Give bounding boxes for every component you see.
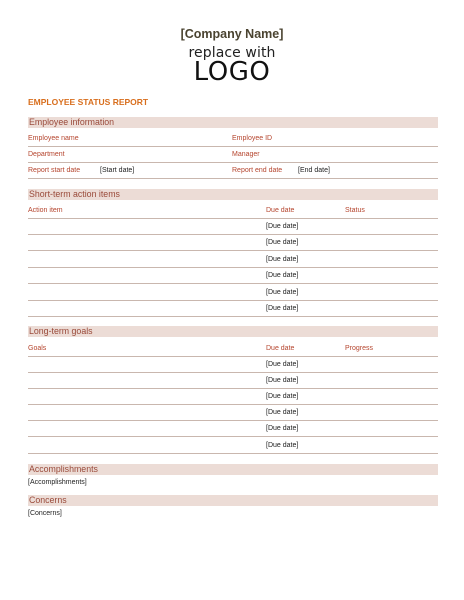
table-row [28, 252, 438, 268]
accomplishments-text[interactable]: [Accomplishments] [28, 479, 87, 486]
due-date-cell[interactable]: [Due date] [266, 377, 299, 384]
employee-name-label: Employee name [28, 135, 79, 142]
table-row [28, 268, 438, 284]
logo-placeholder-caption: replace with [188, 45, 276, 61]
short-term-header-row [28, 203, 438, 219]
due-date-cell[interactable]: [Due date] [266, 393, 299, 400]
goals-column-header: Goals [28, 345, 47, 352]
action-item-column-header: Action item [28, 207, 63, 214]
due-date-column-header: Due date [266, 345, 295, 352]
start-date-value[interactable]: [Start date] [100, 167, 135, 174]
table-row [28, 357, 438, 373]
due-date-cell[interactable]: [Due date] [266, 442, 299, 449]
concerns-heading: Concerns [28, 495, 438, 506]
employee-info-heading: Employee information [28, 117, 438, 128]
progress-column-header: Progress [345, 345, 374, 352]
table-row [28, 301, 438, 317]
due-date-cell[interactable]: [Due date] [266, 272, 299, 279]
due-date-cell[interactable]: [Due date] [266, 256, 299, 263]
table-row [28, 373, 438, 389]
due-date-cell[interactable]: [Due date] [266, 361, 299, 368]
table-row [28, 389, 438, 405]
manager-label: Manager [232, 151, 260, 158]
concerns-text[interactable]: [Concerns] [28, 510, 62, 517]
company-name: [Company Name] [180, 27, 284, 41]
report-dates-row [28, 163, 438, 179]
employee-name-row [28, 131, 438, 147]
start-date-label: Report start date [28, 167, 81, 174]
logo-placeholder: LOGO [193, 57, 271, 87]
department-label: Department [28, 151, 65, 158]
end-date-label: Report end date [232, 167, 283, 174]
long-term-header-row [28, 341, 438, 357]
table-row [28, 438, 438, 454]
department-row [28, 147, 438, 163]
due-date-cell[interactable]: [Due date] [266, 425, 299, 432]
end-date-value[interactable]: [End date] [298, 167, 330, 174]
accomplishments-heading: Accomplishments [28, 464, 438, 475]
status-column-header: Status [345, 207, 365, 214]
long-term-heading: Long-term goals [28, 326, 438, 337]
due-date-cell[interactable]: [Due date] [266, 289, 299, 296]
table-row [28, 285, 438, 301]
table-row [28, 421, 438, 437]
short-term-heading: Short-term action items [28, 189, 438, 200]
due-date-column-header: Due date [266, 207, 295, 214]
table-row [28, 235, 438, 251]
report-title: EMPLOYEE STATUS REPORT [28, 97, 149, 107]
due-date-cell[interactable]: [Due date] [266, 305, 299, 312]
due-date-cell[interactable]: [Due date] [266, 239, 299, 246]
employee-id-label: Employee ID [232, 135, 273, 142]
due-date-cell[interactable]: [Due date] [266, 409, 299, 416]
table-row [28, 219, 438, 235]
table-row [28, 405, 438, 421]
due-date-cell[interactable]: [Due date] [266, 223, 299, 230]
